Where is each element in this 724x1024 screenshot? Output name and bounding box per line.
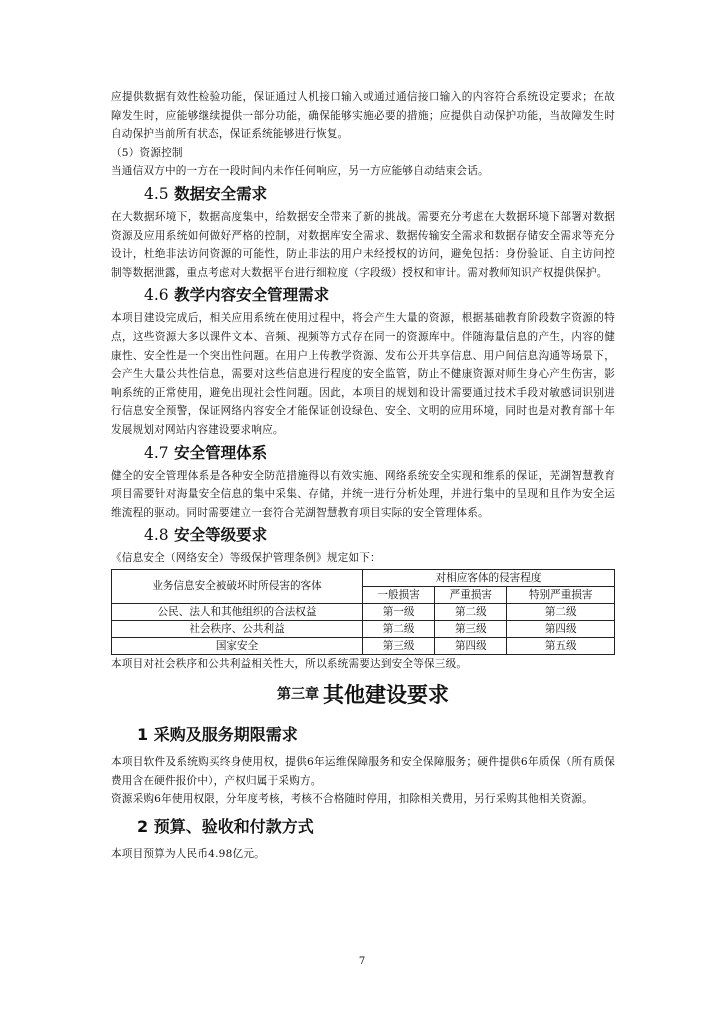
section-number: 4.8	[144, 526, 169, 545]
row-label: 国家安全	[112, 637, 363, 654]
section-heading-2	[111, 809, 615, 845]
section-number: 2	[137, 816, 149, 836]
section-number: 4.7	[144, 443, 169, 462]
chapter-label: 第三章	[277, 686, 319, 703]
table-cell: 第五级	[507, 637, 615, 654]
page-number: 7	[358, 956, 366, 967]
section-4-6-body: 本项目建设完成后，相关应用系统在使用过程中，将会产生大量的资源，根据基础教育阶段数字资源的特点，这些资源大多以课件文本、音频、视频等方式存在同一的资源库中。伴随海量信息的产生，内容的健康性、安全性是一个突出性问题。在用户上传教学资源、发布公开共享信息、用户间信息沟通等场景下，会产生大量公共性信息，需要对这些信息进行程度的安全监管，防止不健康资源对师生身心产生伤害，影响系统的正常使用，避免出现社会性问题。因此，本项目的规划和设计需要通过技术手段对敏感词识别进行信息安全预警，保证网络内容安全才能保证创设绿色、安全、文明的应用环境，同时也是对教育部十年发展规划对网站内容建设要求响应。	[111, 312, 615, 436]
section-4-7-body: 健全的安全管理体系是各种安全防范措施得以有效实施、网络系统安全实现和维系的保证，芜湖智慧教育项目需要针对海量安全信息的集中采集、存储，并统一进行分析处理，并进行集中的呈现和且作为安全运维流程的驱动。同时需要建立一套符合芜湖智慧教育项目实际的安全管理体系。	[111, 469, 615, 519]
table-row	[112, 620, 615, 637]
section-heading-4-8	[111, 522, 615, 549]
table-cell: 第三级	[363, 637, 435, 654]
chapter-heading	[111, 678, 615, 711]
section-number: 4.6	[144, 286, 169, 305]
section-title: 采购及服务期限需求	[153, 724, 298, 744]
table-row	[112, 603, 615, 620]
table-cell: 第三级	[435, 620, 507, 637]
security-level-table	[111, 569, 615, 655]
table-cell: 第四级	[435, 637, 507, 654]
section-number: 1	[137, 724, 149, 744]
budget-paragraph: 本项目预算为人民币4.98亿元。	[111, 847, 265, 860]
document-page	[111, 88, 615, 863]
table-row	[112, 637, 615, 654]
table-cell: 第一级	[363, 603, 435, 620]
section-title: 安全管理体系	[174, 443, 268, 462]
resource-control-heading: （5）资源控制	[111, 146, 183, 159]
table-corner-header: 业务信息安全被破坏时所侵害的客体	[112, 569, 363, 603]
section-number: 4.5	[144, 184, 169, 203]
section-4-5-body: 在大数据环境下，数据高度集中，给数据安全带来了新的挑战。需要充分考虑在大数据环境下部署对数据资源及应用系统如何做好严格的控制，对数据库安全需求、数据传输安全需求和数据存储安全需求等充分设计，杜绝非法访问资源的可能性，防止非法的用户未经授权的访问，避免包括：身份验证、自主访问控制等数据泄露，重点考虑对大数据平台进行细粒度（字段级）授权和审计。需对教师知识产权提供保护。	[111, 210, 615, 279]
section-heading-4-5	[111, 181, 615, 208]
table-group-header: 对相应客体的侵害程度	[363, 569, 615, 586]
regulation-lead: 《信息安全（网络安全）等级保护管理条例》规定如下：	[111, 552, 381, 565]
row-label: 公民、法人和其他组织的合法权益	[112, 603, 363, 620]
chapter-title: 其他建设要求	[323, 682, 449, 707]
section-heading-4-7	[111, 440, 615, 467]
table-cell: 第二级	[363, 620, 435, 637]
section-heading-1	[111, 717, 615, 753]
procurement-paragraph-2: 资源采购6年使用权限，分年度考核，考核不合格随时停用，扣除相关费用，另行采购其他相关资源。	[111, 793, 593, 806]
row-label: 社会秩序、公共利益	[112, 620, 363, 637]
column-header: 严重损害	[435, 586, 507, 603]
table-header-row	[112, 569, 615, 586]
resource-control-text: 当通信双方中的一方在一段时间内未作任何响应，另一方应能够自动结束会话。	[111, 165, 489, 178]
table-cell: 第二级	[507, 603, 615, 620]
column-header: 特别严重损害	[507, 586, 615, 603]
section-title: 数据安全需求	[174, 184, 268, 203]
intro-paragraph: 应提供数据有效性检验功能，保证通过人机接口输入或通过通信接口输入的内容符合系统设定要求；在故障发生时，应能够继续提供一部分功能，确保能够实施必要的措施；应提供自动保护功能，当故障发生时自动保护当前所有状态，保证系统能够进行恢复。	[111, 91, 615, 141]
section-title: 教学内容安全管理需求	[174, 286, 330, 305]
procurement-paragraph-1: 本项目软件及系统购买终身使用权，提供6年运维保障服务和安全保障服务；硬件提供6年质保（所有质保费用含在硬件报价中），产权归属于采购方。	[111, 755, 615, 787]
column-header: 一般损害	[363, 586, 435, 603]
table-cell: 第二级	[435, 603, 507, 620]
table-cell: 第四级	[507, 620, 615, 637]
section-heading-4-6	[111, 282, 615, 309]
section-title: 安全等级要求	[174, 526, 268, 545]
security-level-conclusion: 本项目对社会秩序和公共利益相关性大，所以系统需要达到安全等保三级。	[111, 657, 468, 670]
section-title: 预算、验收和付款方式	[153, 816, 314, 836]
